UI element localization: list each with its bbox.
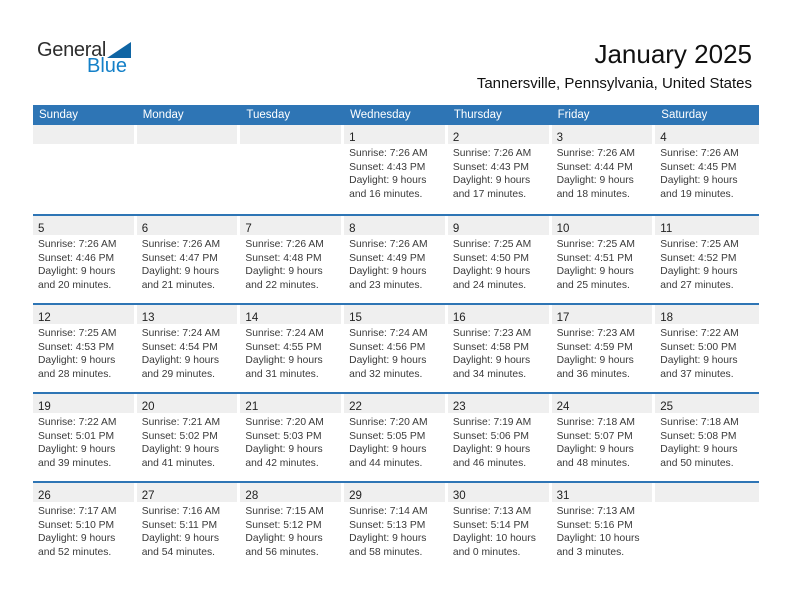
daylight-hours-text: Daylight: 9 hours: [349, 266, 427, 277]
day-number: 16: [452, 312, 466, 324]
day-cell-29: [344, 483, 448, 570]
day-details: [240, 413, 344, 470]
day-cell-25: [655, 394, 759, 481]
day-number: 30: [452, 490, 466, 502]
page-subtitle: Tannersville, Pennsylvania, United States: [476, 75, 752, 92]
daylight-hours-text: Daylight: 9 hours: [245, 266, 323, 277]
daylight-hours-text: Daylight: 9 hours: [141, 533, 219, 544]
day-details: [552, 144, 656, 201]
day-details: [552, 502, 656, 559]
day-number-strip: [655, 216, 759, 235]
day-number-strip: [552, 483, 653, 502]
daylight-hours-text: Daylight: 9 hours: [556, 444, 634, 455]
day-number-strip: [552, 125, 653, 144]
logo-text-general: General: [37, 39, 107, 61]
day-number-strip: [448, 305, 549, 324]
week-row: [33, 481, 759, 570]
day-number: 31: [556, 490, 570, 502]
sunrise-text: Sunrise: 7:25 AM: [556, 239, 635, 250]
day-cell-17: [552, 305, 656, 392]
day-number: 8: [349, 223, 356, 235]
day-number-strip: [137, 394, 238, 413]
title-block: [477, 40, 752, 92]
day-number-strip: [240, 216, 341, 235]
day-cell-12: [33, 305, 137, 392]
day-number: 3: [556, 132, 563, 144]
weekday-header-tuesday: Tuesday: [246, 109, 291, 121]
day-cell-30: [448, 483, 552, 570]
day-cell-14: [240, 305, 344, 392]
week-row: [33, 303, 759, 392]
day-details: [448, 324, 552, 381]
sunrise-text: Sunrise: 7:26 AM: [38, 239, 117, 250]
calendar-weeks: [33, 125, 759, 570]
day-details: [137, 502, 241, 559]
day-details: [240, 235, 344, 292]
daylight-minutes-text: and 56 minutes.: [245, 546, 319, 558]
sunrise-text: Sunrise: 7:22 AM: [38, 417, 117, 428]
day-number-strip: [344, 305, 445, 324]
daylight-hours-text: Daylight: 9 hours: [38, 444, 116, 455]
sunrise-text: Sunrise: 7:26 AM: [349, 239, 428, 250]
logo-text-blue: Blue: [87, 55, 128, 77]
daylight-minutes-text: and 32 minutes.: [349, 368, 423, 380]
sunrise-text: Sunrise: 7:21 AM: [141, 417, 221, 428]
day-details: [137, 144, 241, 147]
daylight-hours-text: Daylight: 9 hours: [141, 355, 219, 366]
day-cell-5: [33, 216, 137, 303]
daylight-minutes-text: and 41 minutes.: [141, 457, 215, 469]
day-number: 27: [141, 490, 155, 502]
day-cell-21: [240, 394, 344, 481]
daylight-minutes-text: and 20 minutes.: [38, 279, 112, 291]
day-cell-empty: [137, 125, 241, 214]
day-cell-24: [552, 394, 656, 481]
sunset-text: Sunset: 4:49 PM: [349, 252, 426, 264]
daylight-minutes-text: and 28 minutes.: [38, 368, 112, 380]
day-cell-6: [137, 216, 241, 303]
sunset-text: Sunset: 4:58 PM: [452, 341, 529, 353]
day-number-strip: [33, 125, 134, 144]
day-number: 7: [245, 223, 252, 235]
day-cell-18: [655, 305, 759, 392]
day-cell-31: [552, 483, 656, 570]
sunset-text: Sunset: 4:55 PM: [245, 341, 322, 353]
daylight-hours-text: Daylight: 9 hours: [38, 533, 116, 544]
daylight-hours-text: Daylight: 9 hours: [245, 533, 323, 544]
daylight-hours-text: Daylight: 10 hours: [452, 533, 536, 544]
day-number-strip: [137, 305, 238, 324]
sunset-text: Sunset: 5:16 PM: [556, 519, 633, 531]
general-blue-logo: [37, 40, 131, 75]
day-cell-2: [448, 125, 552, 214]
daylight-hours-text: Daylight: 10 hours: [556, 533, 640, 544]
day-number: 23: [452, 401, 466, 413]
day-details: [33, 235, 137, 292]
weekday-header-monday: Monday: [142, 109, 184, 121]
daylight-hours-text: Daylight: 9 hours: [556, 355, 634, 366]
sunset-text: Sunset: 4:54 PM: [141, 341, 218, 353]
day-number: 1: [349, 132, 356, 144]
sunrise-text: Sunrise: 7:24 AM: [349, 328, 428, 339]
sunset-text: Sunset: 4:52 PM: [660, 252, 737, 264]
weekday-header-sunday: Sunday: [39, 109, 79, 121]
day-details: [33, 413, 137, 470]
day-details: [552, 235, 656, 292]
day-details: [33, 144, 137, 147]
day-number-strip: [655, 305, 759, 324]
day-number: 22: [349, 401, 362, 413]
day-details: [240, 324, 344, 381]
sunrise-text: Sunrise: 7:19 AM: [452, 417, 532, 428]
day-cell-16: [448, 305, 552, 392]
daylight-minutes-text: and 46 minutes.: [452, 457, 527, 469]
day-cell-23: [448, 394, 552, 481]
day-number-strip: [552, 394, 653, 413]
day-number-strip: [344, 394, 445, 413]
day-number-strip: [552, 216, 653, 235]
day-number-strip: [344, 125, 445, 144]
sunrise-text: Sunrise: 7:26 AM: [660, 148, 739, 159]
sunrise-text: Sunrise: 7:26 AM: [556, 148, 635, 159]
daylight-hours-text: Daylight: 9 hours: [660, 444, 738, 455]
sunrise-text: Sunrise: 7:23 AM: [556, 328, 635, 339]
day-number: 28: [245, 490, 259, 502]
sunset-text: Sunset: 5:01 PM: [38, 430, 115, 442]
day-number-strip: [448, 483, 549, 502]
sunset-text: Sunset: 5:10 PM: [38, 519, 115, 531]
sunrise-text: Sunrise: 7:25 AM: [38, 328, 117, 339]
day-details: [655, 413, 759, 470]
daylight-hours-text: Daylight: 9 hours: [38, 266, 116, 277]
sunset-text: Sunset: 5:13 PM: [349, 519, 426, 531]
week-row: [33, 214, 759, 303]
sunrise-text: Sunrise: 7:25 AM: [452, 239, 532, 250]
day-number: 13: [141, 312, 155, 324]
day-number: 11: [660, 223, 673, 235]
daylight-minutes-text: and 42 minutes.: [245, 457, 319, 469]
day-number: 12: [38, 312, 51, 324]
sunset-text: Sunset: 4:59 PM: [556, 341, 633, 353]
day-number-strip: [240, 483, 341, 502]
day-number: 18: [660, 312, 674, 324]
day-details: [344, 413, 448, 470]
daylight-hours-text: Daylight: 9 hours: [38, 355, 116, 366]
day-number-strip: [655, 394, 759, 413]
sunset-text: Sunset: 4:51 PM: [556, 252, 633, 264]
day-cell-3: [552, 125, 656, 214]
daylight-minutes-text: and 16 minutes.: [349, 188, 423, 200]
page-title: January 2025: [594, 39, 752, 69]
day-details: [137, 235, 241, 292]
sunset-text: Sunset: 5:00 PM: [660, 341, 737, 353]
daylight-hours-text: Daylight: 9 hours: [660, 175, 738, 186]
day-details: [655, 324, 759, 381]
sunrise-text: Sunrise: 7:24 AM: [245, 328, 324, 339]
daylight-minutes-text: and 21 minutes.: [141, 279, 215, 291]
daylight-hours-text: Daylight: 9 hours: [349, 355, 427, 366]
day-number-strip: [240, 125, 341, 144]
daylight-minutes-text: and 29 minutes.: [141, 368, 215, 380]
day-cell-20: [137, 394, 241, 481]
day-number: 10: [556, 223, 570, 235]
sunset-text: Sunset: 4:50 PM: [452, 252, 529, 264]
day-details: [655, 144, 759, 201]
daylight-hours-text: Daylight: 9 hours: [245, 355, 323, 366]
daylight-hours-text: Daylight: 9 hours: [245, 444, 323, 455]
week-row: [33, 392, 759, 481]
day-number: 14: [245, 312, 259, 324]
sunset-text: Sunset: 4:43 PM: [452, 161, 529, 173]
daylight-minutes-text: and 17 minutes.: [452, 188, 527, 200]
day-number: 26: [38, 490, 51, 502]
sunset-text: Sunset: 4:46 PM: [38, 252, 115, 264]
day-number-strip: [552, 305, 653, 324]
weekday-header-friday: Friday: [557, 109, 590, 121]
daylight-minutes-text: and 22 minutes.: [245, 279, 319, 291]
day-details: [655, 235, 759, 292]
daylight-minutes-text: and 54 minutes.: [141, 546, 215, 558]
day-number-strip: [448, 394, 549, 413]
day-cell-27: [137, 483, 241, 570]
sunrise-text: Sunrise: 7:22 AM: [660, 328, 739, 339]
day-number-strip: [240, 394, 341, 413]
sunset-text: Sunset: 5:02 PM: [141, 430, 218, 442]
day-cell-empty: [240, 125, 344, 214]
day-details: [344, 144, 448, 201]
sunset-text: Sunset: 4:53 PM: [38, 341, 115, 353]
day-number: 2: [452, 132, 460, 144]
sunset-text: Sunset: 5:08 PM: [660, 430, 737, 442]
day-details: [448, 502, 552, 559]
daylight-hours-text: Daylight: 9 hours: [556, 175, 634, 186]
day-number-strip: [33, 305, 134, 324]
day-number-strip: [448, 216, 549, 235]
daylight-hours-text: Daylight: 9 hours: [452, 444, 531, 455]
weekday-header-thursday: Thursday: [453, 109, 502, 121]
calendar-table: [33, 105, 759, 570]
day-number: 5: [38, 223, 45, 235]
day-number-strip: [344, 483, 445, 502]
daylight-minutes-text: and 3 minutes.: [556, 546, 625, 558]
sunrise-text: Sunrise: 7:26 AM: [245, 239, 324, 250]
day-number-strip: [137, 125, 238, 144]
day-number: 25: [660, 401, 674, 413]
daylight-minutes-text: and 48 minutes.: [556, 457, 630, 469]
daylight-minutes-text: and 52 minutes.: [38, 546, 112, 558]
daylight-minutes-text: and 0 minutes.: [452, 546, 521, 558]
day-details: [344, 502, 448, 559]
daylight-hours-text: Daylight: 9 hours: [452, 175, 531, 186]
daylight-minutes-text: and 24 minutes.: [452, 279, 527, 291]
day-cell-9: [448, 216, 552, 303]
day-number-strip: [137, 483, 238, 502]
daylight-minutes-text: and 37 minutes.: [660, 368, 734, 380]
day-number-strip: [655, 125, 759, 144]
day-cell-10: [552, 216, 656, 303]
sunrise-text: Sunrise: 7:26 AM: [141, 239, 221, 250]
day-details: [240, 144, 344, 147]
sunset-text: Sunset: 4:56 PM: [349, 341, 426, 353]
sunset-text: Sunset: 5:06 PM: [452, 430, 529, 442]
day-cell-11: [655, 216, 759, 303]
day-number-strip: [33, 394, 134, 413]
daylight-hours-text: Daylight: 9 hours: [452, 355, 531, 366]
daylight-hours-text: Daylight: 9 hours: [660, 355, 738, 366]
daylight-minutes-text: and 34 minutes.: [452, 368, 527, 380]
day-details: [448, 144, 552, 201]
sunset-text: Sunset: 5:05 PM: [349, 430, 426, 442]
day-number: 17: [556, 312, 570, 324]
daylight-minutes-text: and 27 minutes.: [660, 279, 734, 291]
daylight-hours-text: Daylight: 9 hours: [452, 266, 531, 277]
weekday-header-saturday: Saturday: [661, 109, 708, 121]
day-cell-7: [240, 216, 344, 303]
sunrise-text: Sunrise: 7:17 AM: [38, 506, 117, 517]
day-number: 9: [452, 223, 460, 235]
day-cell-22: [344, 394, 448, 481]
day-number-strip: [240, 305, 341, 324]
daylight-minutes-text: and 19 minutes.: [660, 188, 734, 200]
sunset-text: Sunset: 4:45 PM: [660, 161, 737, 173]
sunset-text: Sunset: 5:07 PM: [556, 430, 633, 442]
week-row: [33, 125, 759, 214]
daylight-hours-text: Daylight: 9 hours: [141, 266, 219, 277]
day-cell-15: [344, 305, 448, 392]
sunset-text: Sunset: 5:14 PM: [452, 519, 529, 531]
sunrise-text: Sunrise: 7:23 AM: [452, 328, 532, 339]
day-details: [552, 413, 656, 470]
day-number-strip: [33, 483, 134, 502]
day-details: [240, 502, 344, 559]
sunrise-text: Sunrise: 7:20 AM: [245, 417, 324, 428]
sunrise-text: Sunrise: 7:16 AM: [141, 506, 221, 517]
daylight-hours-text: Daylight: 9 hours: [349, 175, 427, 186]
sunset-text: Sunset: 4:44 PM: [556, 161, 633, 173]
day-details: [448, 235, 552, 292]
day-cell-1: [344, 125, 448, 214]
sunset-text: Sunset: 5:12 PM: [245, 519, 322, 531]
daylight-minutes-text: and 39 minutes.: [38, 457, 112, 469]
sunset-text: Sunset: 5:11 PM: [141, 519, 218, 531]
daylight-hours-text: Daylight: 9 hours: [660, 266, 738, 277]
weekday-header-wednesday: Wednesday: [350, 109, 411, 121]
day-details: [344, 235, 448, 292]
sunset-text: Sunset: 5:03 PM: [245, 430, 322, 442]
daylight-minutes-text: and 58 minutes.: [349, 546, 423, 558]
day-number-strip: [448, 125, 549, 144]
sunrise-text: Sunrise: 7:14 AM: [349, 506, 428, 517]
day-number: 19: [38, 401, 51, 413]
day-number: 6: [141, 223, 149, 235]
daylight-hours-text: Daylight: 9 hours: [349, 533, 427, 544]
day-number: 24: [556, 401, 570, 413]
day-cell-empty: [655, 483, 759, 570]
day-cell-26: [33, 483, 137, 570]
sunset-text: Sunset: 4:43 PM: [349, 161, 426, 173]
daylight-minutes-text: and 18 minutes.: [556, 188, 630, 200]
sunrise-text: Sunrise: 7:24 AM: [141, 328, 221, 339]
day-details: [33, 502, 137, 559]
daylight-minutes-text: and 25 minutes.: [556, 279, 630, 291]
day-number: 21: [245, 401, 259, 413]
weekday-header-row: [33, 105, 759, 125]
daylight-hours-text: Daylight: 9 hours: [141, 444, 219, 455]
day-number: 20: [141, 401, 155, 413]
daylight-minutes-text: and 50 minutes.: [660, 457, 734, 469]
sunrise-text: Sunrise: 7:18 AM: [660, 417, 739, 428]
sunrise-text: Sunrise: 7:26 AM: [349, 148, 428, 159]
sunrise-text: Sunrise: 7:20 AM: [349, 417, 428, 428]
day-number-strip: [33, 216, 134, 235]
day-number: 15: [349, 312, 362, 324]
sunrise-text: Sunrise: 7:15 AM: [245, 506, 324, 517]
day-cell-19: [33, 394, 137, 481]
sunrise-text: Sunrise: 7:13 AM: [452, 506, 532, 517]
sunrise-text: Sunrise: 7:13 AM: [556, 506, 635, 517]
sunset-text: Sunset: 4:48 PM: [245, 252, 322, 264]
sunrise-text: Sunrise: 7:26 AM: [452, 148, 532, 159]
sunrise-text: Sunrise: 7:25 AM: [660, 239, 739, 250]
day-cell-28: [240, 483, 344, 570]
day-details: [137, 324, 241, 381]
day-details: [448, 413, 552, 470]
day-details: [33, 324, 137, 381]
day-details: [344, 324, 448, 381]
daylight-minutes-text: and 23 minutes.: [349, 279, 423, 291]
sunrise-text: Sunrise: 7:18 AM: [556, 417, 635, 428]
daylight-minutes-text: and 44 minutes.: [349, 457, 423, 469]
daylight-minutes-text: and 31 minutes.: [245, 368, 319, 380]
day-number-strip: [137, 216, 238, 235]
day-details: [552, 324, 656, 381]
day-number: 29: [349, 490, 362, 502]
day-number-strip: [655, 483, 759, 502]
daylight-hours-text: Daylight: 9 hours: [349, 444, 427, 455]
day-cell-empty: [33, 125, 137, 214]
day-cell-13: [137, 305, 241, 392]
sunset-text: Sunset: 4:47 PM: [141, 252, 218, 264]
day-details: [137, 413, 241, 470]
daylight-hours-text: Daylight: 9 hours: [556, 266, 634, 277]
day-cell-4: [655, 125, 759, 214]
day-number: 4: [660, 132, 667, 144]
day-number-strip: [344, 216, 445, 235]
daylight-minutes-text: and 36 minutes.: [556, 368, 630, 380]
day-details: [655, 502, 759, 505]
day-cell-8: [344, 216, 448, 303]
